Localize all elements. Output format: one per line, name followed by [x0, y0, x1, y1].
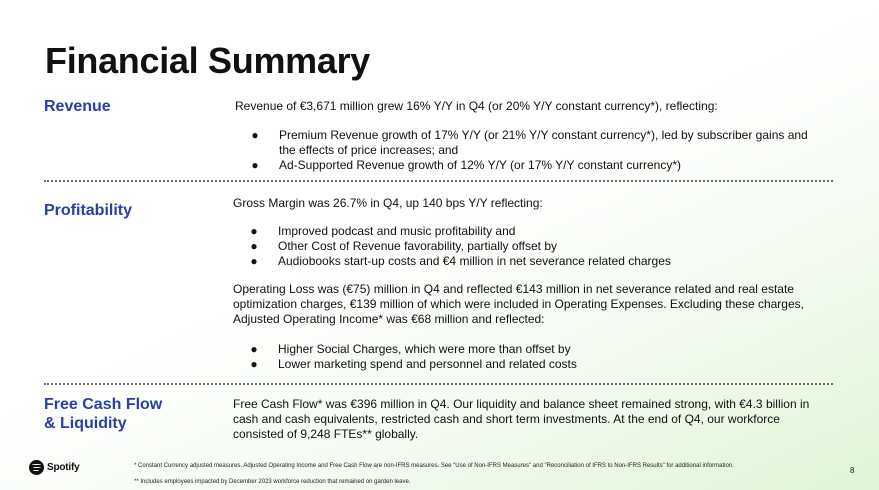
list-item: ● Audiobooks start-up costs and €4 million in net severance related charges — [248, 254, 823, 269]
list-item: ● Ad-Supported Revenue growth of 12% Y/Y (or 17% Y/Y constant currency*) — [249, 158, 824, 173]
profitability-intro: Gross Margin was 26.7% in Q4, up 140 bps Y/Y reflecting: — [233, 196, 543, 210]
bullet-icon: ● — [250, 342, 258, 356]
profitability-bullet-list — [248, 224, 823, 269]
section-divider — [44, 383, 833, 385]
operating-bullet-list — [248, 342, 823, 372]
bullet-icon: ● — [251, 158, 259, 172]
list-item: ● Improved podcast and music profitability and — [248, 224, 823, 239]
section-label-line: Free Cash Flow — [44, 396, 163, 413]
revenue-bullet-list — [249, 128, 824, 173]
bullet-icon: ● — [250, 224, 258, 238]
operating-loss-paragraph: Operating Loss was (€75) million in Q4 and reflected €143 million in net severance related and real estate optimization charges, €139 million of which were included in Operating Expenses. Excluding these charges, Adjusted Operating Income* was €68 million and reflected: — [233, 282, 804, 326]
footnote: ** Includes employees impacted by December 2023 workforce reduction that remained on garden leave. — [134, 479, 411, 485]
spotify-logo — [29, 460, 80, 475]
cashflow-paragraph: Free Cash Flow* was €396 million in Q4. Our liquidity and balance sheet remained strong, with €4.3 billion in cash and cash equivalents, restricted cash and short term investments. At the end of Q4, our workforce consisted of 9,248 FTEs** globally. — [233, 397, 810, 441]
section-label-revenue: Revenue — [44, 98, 111, 115]
bullet-icon: ● — [250, 357, 258, 371]
section-divider — [44, 180, 833, 182]
spotify-icon — [29, 460, 44, 475]
footnote: * Constant Currency adjusted measures, Adjusted Operating Income and Free Cash Flow are non-IFRS measures. See "Use of Non-IFRS Measures" and "Reconciliation of IFRS to Non-IFRS Results" for additional information. — [134, 463, 734, 469]
bullet-icon: ● — [251, 128, 259, 142]
list-item: ● Other Cost of Revenue favorability, partially offset by — [248, 239, 823, 254]
bullet-icon: ● — [250, 239, 258, 253]
revenue-intro: Revenue of €3,671 million grew 16% Y/Y in Q4 (or 20% Y/Y constant currency*), reflecting: — [235, 99, 718, 113]
list-item: ● Lower marketing spend and personnel and related costs — [248, 357, 823, 372]
list-item: ● Premium Revenue growth of 17% Y/Y (or 21% Y/Y constant currency*), led by subscriber gains and the effects of price increases; and — [249, 128, 824, 158]
logo-text: Spotify — [47, 462, 80, 473]
section-label-profitability: Profitability — [44, 202, 133, 219]
section-label-line: & Liquidity — [44, 415, 127, 432]
section-label-cashflow — [44, 395, 162, 433]
page-title: Financial Summary — [45, 40, 371, 81]
bullet-icon: ● — [250, 254, 258, 268]
page-number: 8 — [850, 466, 855, 475]
list-item: ● Higher Social Charges, which were more than offset by — [248, 342, 823, 357]
